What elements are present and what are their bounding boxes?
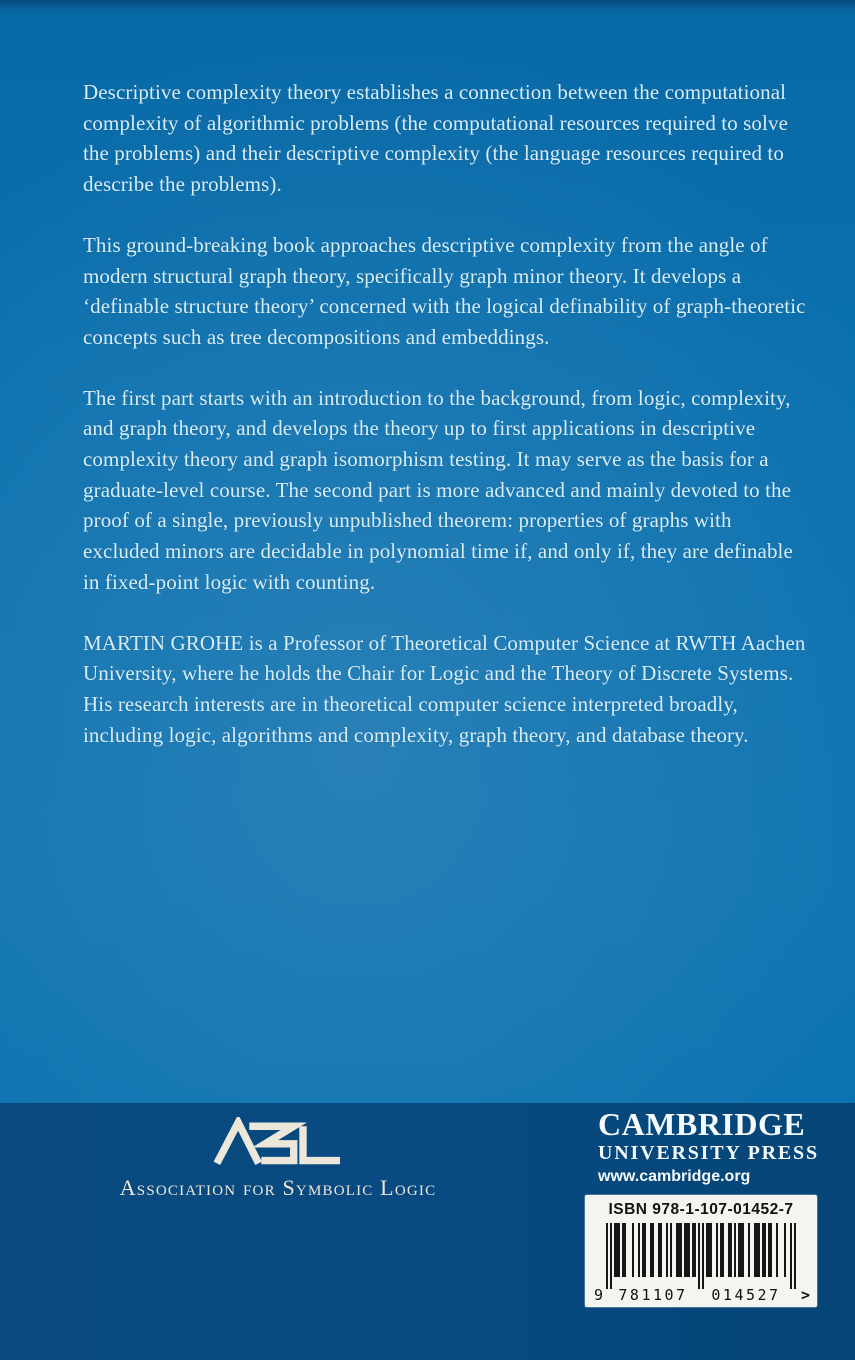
isbn-label: ISBN 978-1-107-01452-7 (608, 1201, 794, 1218)
barcode-digit-lead: 9 (594, 1286, 604, 1304)
asl-logo-block (84, 1117, 472, 1201)
cambridge-subtitle: UNIVERSITY PRESS (598, 1142, 819, 1164)
isbn-barcode-box (585, 1195, 817, 1307)
publisher-band (0, 1103, 855, 1360)
blurb-paragraph-author-bio: MARTIN GROHE is a Professor of Theoretical Computer Science at RWTH Aachen University, where he holds the Chair for Logic and the Theory of Discrete Systems. His research interests are in theoretical computer science interpreted broadly, including logic, algorithms and complexity, graph theory, and database theory. (83, 630, 806, 747)
back-cover-blurb (83, 77, 810, 780)
asl-logo-icon (212, 1117, 344, 1167)
asl-name: Association for Symbolic Logic (119, 1175, 437, 1200)
cambridge-block (585, 1107, 817, 1307)
barcode-digit-group2: 014527 (711, 1286, 781, 1304)
cambridge-wordmark: CAMBRIDGE (598, 1106, 806, 1142)
barcode-digit-group1: 781107 (618, 1286, 688, 1304)
blurb-paragraph-book-approach: This ground-breaking book approaches descriptive complexity from the angle of modern structural graph theory, specifically graph minor theory. It develops a ‘definable structure theory’ concerned with the logical definability of graph-theoretic concepts such as tree decompositions and embeddings. (83, 232, 806, 349)
barcode-chevron: > (800, 1286, 810, 1304)
cambridge-website-url: www.cambridge.org (598, 1168, 751, 1185)
ean13-barcode (594, 1223, 808, 1303)
blurb-paragraph-descriptive-complexity: Descriptive complexity theory establishes a connection between the computational complexity of algorithmic problems (the computational resources required to solve the problems) and their descriptive complexity (the language resources required to describe the problems). (83, 80, 788, 197)
blurb-paragraph-book-contents: The first part starts with an introduction to the background, from logic, complexity, and graph theory, and develops the theory up to first applications in descriptive complexity theory and graph isomorphism testing. It may serve as the basis for a graduate-level course. The second part is more advanced and mainly devoted to the proof of a single, previously unpublished theorem: properties of graphs with excluded minors are decidable in polynomial time if, and only if, they are definable in fixed-point logic with counting. (83, 385, 793, 594)
